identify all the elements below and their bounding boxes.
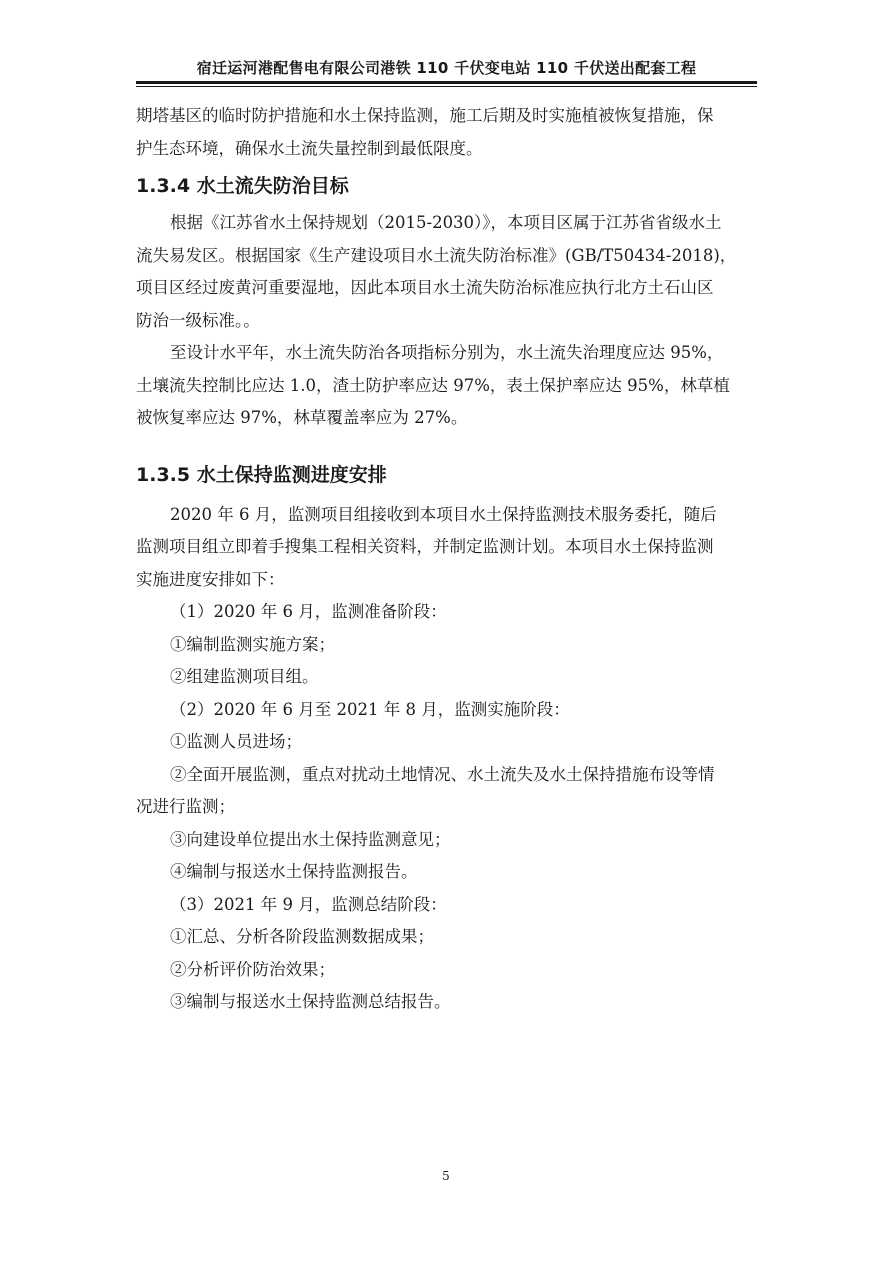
page-header-title: 宿迁运河港配售电有限公司港铁 110 千伏变电站 110 千伏送出配套工程 [196,59,697,77]
body-line: 监测项目组立即着手搜集工程相关资料，并制定监测计划。本项目水土保持监测 [136,537,714,556]
list-item: ②全面开展监测，重点对扰动土地情况、水土流失及水土保持措施布设等情 [170,764,715,784]
body-line: 防治一级标准。。 [136,310,260,330]
body-line: 护生态环境，确保水土流失量控制到最低限度。 [136,138,483,158]
list-item: ①汇总、分析各阶段监测数据成果； [170,927,434,946]
section-heading-1-3-4: 1.3.4 水土流失防治目标 [136,175,349,197]
body-line: 实施进度安排如下： [136,569,285,589]
list-item: ③编制与报送水土保持监测总结报告。 [170,992,451,1011]
list-item: ②分析评价防治效果； [170,959,335,979]
stage-title: （2）2020 年 6 月至 2021 年 8 月，监测实施阶段： [170,699,570,719]
body-line: 期塔基区的临时防护措施和水土保持监测，施工后期及时实施植被恢复措施，保 [136,106,714,125]
list-item: ①监测人员进场； [170,732,302,751]
stage-title: （3）2021 年 9 月，监测总结阶段： [170,894,447,914]
list-item: ④编制与报送水土保持监测报告。 [170,862,418,881]
header-rule-thin [136,86,757,87]
body-line: 根据《江苏省水土保持规划（2015-2030）》，本项目区属于江苏省省级水土 [170,213,722,232]
list-item: ②组建监测项目组。 [170,667,319,686]
body-line: 土壤流失控制比应达 1.0，渣土防护率应达 97%，表土保护率应达 95%，林草植 [136,375,730,395]
header-rule-thick [136,81,757,84]
body-line: 流失易发区。根据国家《生产建设项目水土流失防治标准》(GB/T50434-2018)， [136,245,737,265]
body-line: 至设计水平年，水土流失防治各项指标分别为，水土流失治理度应达 95%， [170,343,724,362]
list-item: ①编制监测实施方案； [170,634,335,654]
list-item-continuation: 况进行监测； [136,797,235,816]
page-body [136,100,757,1019]
stage-title: （1）2020 年 6 月，监测准备阶段： [170,602,447,621]
body-line: 被恢复率应达 97%，林草覆盖率应为 27%。 [136,408,468,427]
body-line: 项目区经过废黄河重要湿地，因此本项目水土流失防治标准应执行北方土石山区 [136,278,714,297]
body-line: 2020 年 6 月，监测项目组接收到本项目水土保持监测技术服务委托，随后 [170,504,717,524]
list-item: ③向建设单位提出水土保持监测意见； [170,829,451,849]
section-heading-1-3-5: 1.3.5 水土保持监测进度安排 [136,463,387,486]
page-number: 5 [442,1169,450,1183]
